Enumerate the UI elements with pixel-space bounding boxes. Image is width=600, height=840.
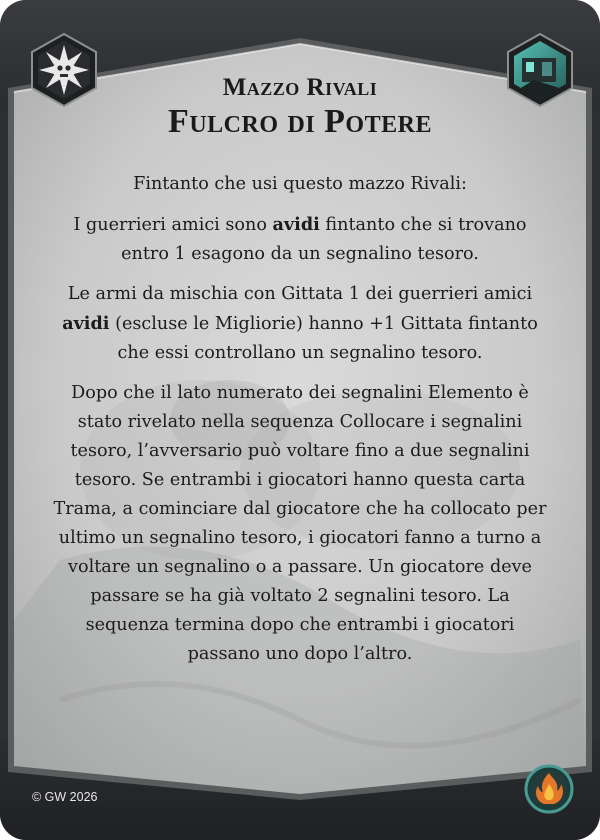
- rules-paragraph: [50, 280, 550, 368]
- keyword-text: avidi: [62, 313, 110, 334]
- rules-paragraph: [50, 210, 550, 269]
- rules-text-run: Fintanto che usi questo mazzo Rivali:: [133, 174, 467, 194]
- card-rules-text: [50, 170, 550, 680]
- rules-paragraph: [50, 379, 550, 669]
- card-header: [0, 74, 600, 140]
- keyword-text: avidi: [272, 214, 320, 235]
- card-title: Fulcro di Potere: [168, 103, 432, 140]
- rules-text-run: Le armi da mischia con Gittata 1 dei guerrieri amici: [67, 284, 533, 304]
- card-subtitle: Mazzo Rivali: [222, 74, 378, 101]
- rules-text-run: I guerrieri amici sono: [73, 215, 273, 235]
- rules-text-run: fintanto che si trovano entro 1 esagono da un segnalino tesoro.: [121, 215, 527, 264]
- copyright-text: © GW 2026: [32, 790, 98, 804]
- flame-icon: [524, 764, 574, 814]
- rules-text-run: Dopo che il lato numerato dei segnalini Elemento è stato rivelato nella sequenza Collocare i segnalini tesoro, l’avversario può voltare fino a due segnalini tesoro. Se entrambi i giocatori hanno questa carta Trama, a cominciare dal giocatore che ha collocato per ultimo un segnalino tesoro, i giocatori fanno a turno a voltare un segnalino o a passare. Un giocatore deve passare se ha già voltato 2 segnalini tesoro. La sequenza termina dopo che entrambi i giocatori passano uno dopo l’altro.: [53, 383, 547, 664]
- rules-paragraph: [50, 170, 550, 199]
- rules-text-run: (escluse le Migliorie) hanno +1 Gittata fintanto che essi controllano un segnalino tesoro.: [109, 314, 538, 363]
